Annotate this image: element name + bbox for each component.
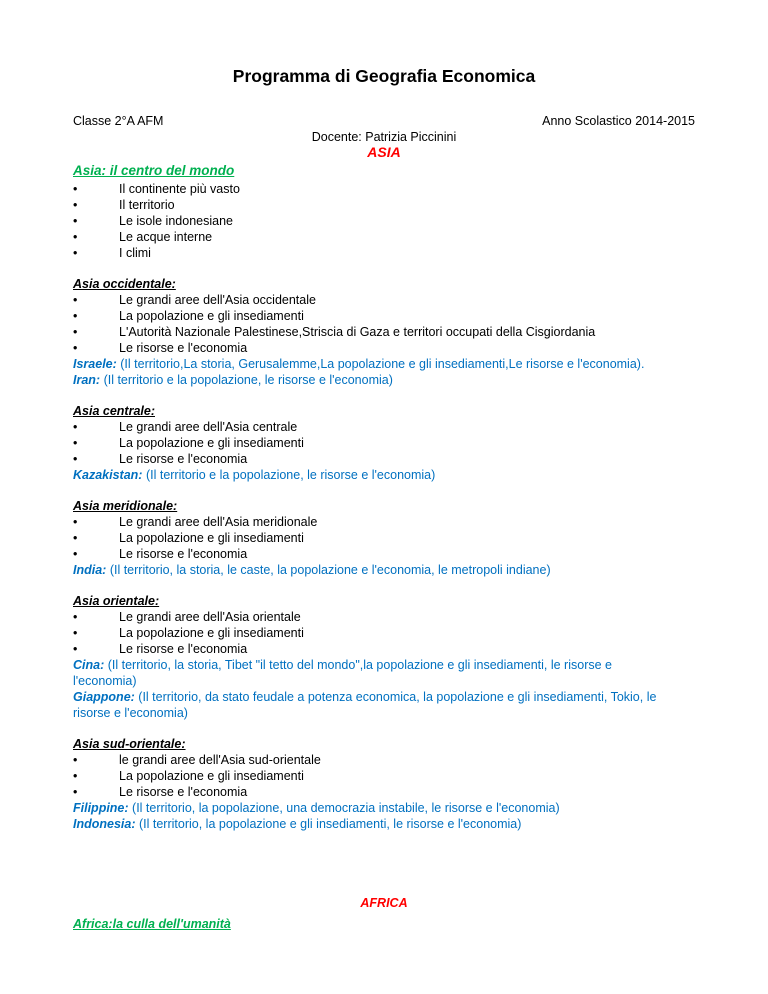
teacher-label: Docente: Patrizia Piccinini [311,130,457,144]
list-item: Le risorse e l'economia [119,642,248,656]
country-name: Filippine: [73,801,129,815]
heading-asia-orientale: Asia orientale: [73,594,160,608]
bullet-icon: • [73,515,78,529]
bullet-icon: • [73,642,78,656]
country-name: Cina: [73,658,105,672]
list-item: Le risorse e l'economia [119,341,248,355]
heading-asia-sudorientale: Asia sud-orientale: [73,737,186,751]
bullet-icon: • [73,610,78,624]
heading-asia-occidentale: Asia occidentale: [73,277,176,291]
list-item: La popolazione e gli insediamenti [119,769,304,783]
section-asia-title: ASIA [367,144,401,160]
country-topics: (Il territorio, la storia, le caste, la popolazione e l'economia, le metropoli indiane) [106,563,551,577]
country-line-israele [73,356,644,372]
country-line-india [73,562,551,578]
country-topics: (Il territorio e la popolazione, le risorse e l'economia) [100,373,393,387]
list-item: Le grandi aree dell'Asia occidentale [119,293,316,307]
country-topics: (Il territorio e la popolazione, le risorse e l'economia) [142,468,436,482]
list-item: L'Autorità Nazionale Palestinese,Striscia di Gaza e territori occupati della Cisgiordania [119,325,596,339]
bullet-icon: • [73,230,78,244]
country-line-indonesia [73,816,521,832]
heading-asia-meridionale: Asia meridionale: [73,499,178,513]
bullet-icon: • [73,214,78,228]
country-topics: (Il territorio, da stato feudale a potenza economica, la popolazione e gli insediamenti, Tokio, le [134,690,657,704]
country-name: Kazakistan: [73,468,143,482]
school-year-label: Anno Scolastico 2014-2015 [542,114,695,128]
list-item: le grandi aree dell'Asia sud-orientale [119,753,321,767]
list-item: La popolazione e gli insediamenti [119,436,304,450]
country-line-filippine [73,800,560,816]
country-name: India: [73,563,107,577]
country-line-kazakistan [73,467,435,483]
list-item: Le grandi aree dell'Asia meridionale [119,515,318,529]
country-topics: (Il territorio, la popolazione, una democrazia instabile, le risorse e l'economia) [128,801,560,815]
list-item: Le risorse e l'economia [119,547,248,561]
bullet-icon: • [73,531,78,545]
bullet-icon: • [73,325,78,339]
country-name: Indonesia: [73,817,136,831]
country-line-giappone [73,689,656,705]
bullet-icon: • [73,420,78,434]
bullet-icon: • [73,769,78,783]
document-title: Programma di Geografia Economica [232,66,536,86]
heading-asia-centro: Asia: il centro del mondo [73,163,235,178]
list-item: La popolazione e gli insediamenti [119,531,304,545]
list-item: Le grandi aree dell'Asia orientale [119,610,301,624]
list-item: Le isole indonesiane [119,214,233,228]
bullet-icon: • [73,182,78,196]
bullet-icon: • [73,547,78,561]
country-line-cina [73,657,612,673]
bullet-icon: • [73,785,78,799]
bullet-icon: • [73,246,78,260]
country-topics: (Il territorio, la popolazione e gli insediamenti, le risorse e l'economia) [135,817,522,831]
bullet-icon: • [73,341,78,355]
list-item: I climi [119,246,151,260]
country-line-giappone-cont: risorse e l'economia) [73,706,188,720]
bullet-icon: • [73,198,78,212]
list-item: Le acque interne [119,230,213,244]
list-item: Le risorse e l'economia [119,452,248,466]
class-label: Classe 2°A AFM [73,114,164,128]
list-item: Le grandi aree dell'Asia centrale [119,420,298,434]
list-item: Le risorse e l'economia [119,785,248,799]
country-line-cina-cont: l'economia) [73,674,137,688]
country-line-iran [73,372,393,388]
bullet-icon: • [73,309,78,323]
bullet-icon: • [73,753,78,767]
section-africa-title: AFRICA [360,896,408,910]
list-item: La popolazione e gli insediamenti [119,309,304,323]
country-name: Giappone: [73,690,135,704]
list-item: La popolazione e gli insediamenti [119,626,304,640]
list-item: Il continente più vasto [119,182,240,196]
heading-asia-centrale: Asia centrale: [73,404,155,418]
bullet-icon: • [73,452,78,466]
bullet-icon: • [73,293,78,307]
country-topics: (Il territorio, la storia, Tibet "il tetto del mondo",la popolazione e gli insediamenti, le risorse e [104,658,612,672]
country-topics: (Il territorio,La storia, Gerusalemme,La popolazione e gli insediamenti,Le risorse e l'economia). [116,357,645,371]
heading-africa: Africa:la culla dell'umanità [73,917,231,931]
country-name: Iran: [73,373,101,387]
bullet-icon: • [73,626,78,640]
bullet-icon: • [73,436,78,450]
country-name: Israele: [73,357,117,371]
list-item: Il territorio [119,198,175,212]
